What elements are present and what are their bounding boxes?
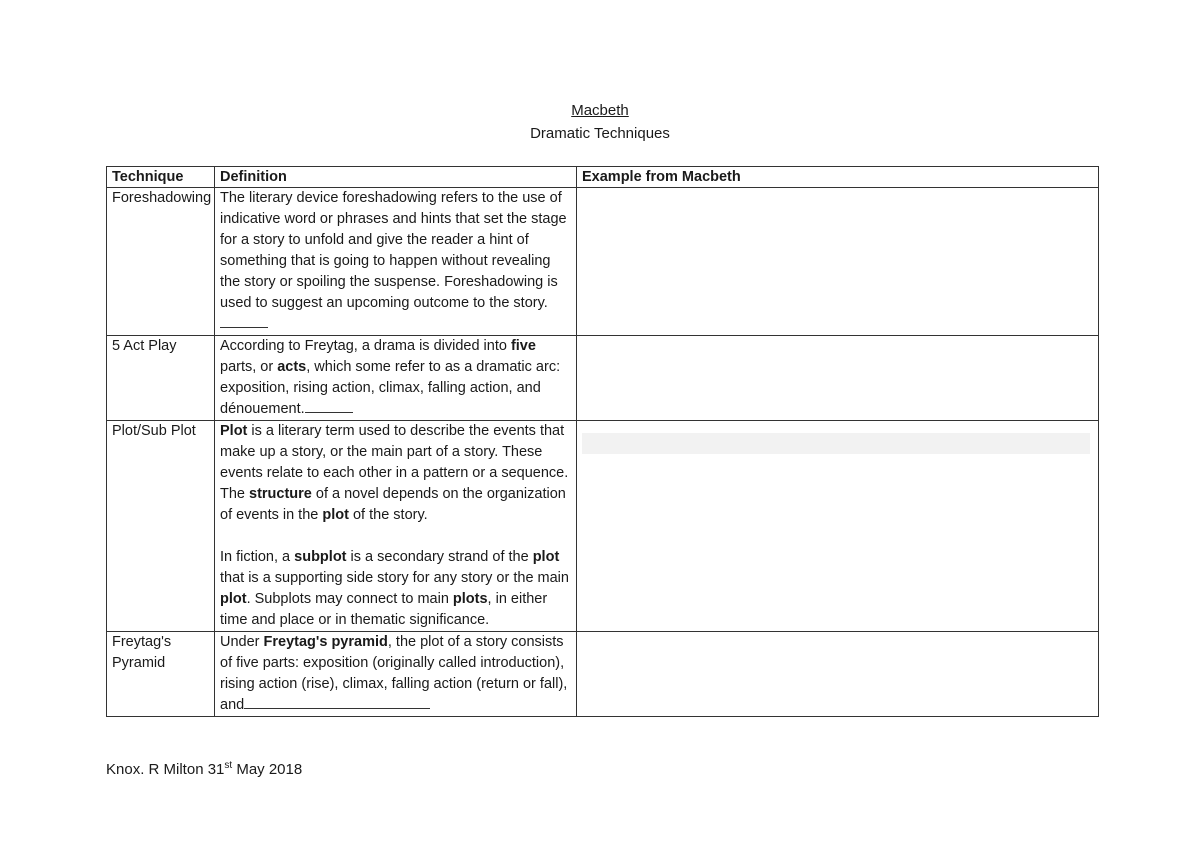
table-row bbox=[107, 188, 1099, 336]
underline-rule bbox=[305, 412, 353, 413]
footer-text-after: May 2018 bbox=[232, 761, 303, 778]
example-cell[interactable] bbox=[577, 188, 1099, 336]
definition-text: is a literary term used to describe the events that make up a story, or the main part of a story. These events relate to each other in a pattern or a sequence. The bbox=[220, 423, 569, 502]
definition-bold: acts bbox=[277, 359, 307, 375]
definition-text: of a novel depends on the organization of events in the bbox=[220, 486, 566, 523]
definition-bold: plot bbox=[322, 507, 349, 523]
footer-ordinal: st bbox=[224, 760, 233, 771]
table-header-row bbox=[107, 167, 1099, 188]
footer-text: Knox. R Milton 31 bbox=[106, 761, 225, 778]
underline-rule bbox=[220, 327, 268, 328]
technique-cell: Plot/Sub Plot bbox=[107, 421, 215, 632]
definition-cell bbox=[215, 336, 577, 421]
definition-cell bbox=[215, 632, 577, 717]
definition-bold: subplot bbox=[294, 549, 347, 565]
example-shaded-field[interactable] bbox=[582, 433, 1090, 454]
definition-text: . Subplots may connect to main bbox=[246, 591, 453, 607]
definition-paragraph-2 bbox=[220, 547, 571, 631]
definition-text: In fiction, a bbox=[220, 549, 295, 565]
definition-text: of the story. bbox=[348, 507, 428, 523]
definition-text: , in either time and place or in thematic significance. bbox=[220, 591, 548, 628]
definition-text: , which some refer to as a dramatic arc: exposition, rising action, climax, falling action, and dénouement. bbox=[220, 359, 561, 417]
definition-text: The literary device foreshadowing refers to the use of indicative word or phrases and hints that set the stage for a story to unfold and give the reader a hint of something that is going to happen without revealing the story or spoiling the suspense. Foreshadowing is used to suggest an upcoming outcome to the story. bbox=[220, 190, 567, 311]
example-cell[interactable] bbox=[577, 336, 1099, 421]
techniques-table bbox=[106, 166, 1099, 717]
technique-cell: 5 Act Play bbox=[107, 336, 215, 421]
document-footer bbox=[106, 760, 302, 778]
definition-bold: five bbox=[510, 338, 536, 354]
definition-text: parts, or bbox=[220, 359, 278, 375]
definition-bold: Freytag's pyramid bbox=[263, 634, 388, 650]
table-row bbox=[107, 632, 1099, 717]
definition-text: , the plot of a story consists of five parts: exposition (originally called introduction), rising action (rise), climax, falling action (return or fall), and bbox=[220, 634, 568, 713]
paragraph-gap bbox=[220, 526, 571, 547]
table-row bbox=[107, 421, 1099, 632]
definition-text: According to Freytag, a drama is divided into bbox=[220, 338, 511, 354]
technique-cell: Foreshadowing bbox=[107, 188, 215, 336]
technique-cell: Freytag's Pyramid bbox=[107, 632, 215, 717]
example-cell[interactable] bbox=[577, 421, 1099, 632]
example-cell[interactable] bbox=[577, 632, 1099, 717]
document-title: Macbeth bbox=[571, 102, 629, 119]
header-example: Example from Macbeth bbox=[577, 167, 1099, 188]
definition-cell bbox=[215, 421, 577, 632]
definition-bold: structure bbox=[249, 486, 312, 502]
definition-cell bbox=[215, 188, 577, 336]
document-subtitle: Dramatic Techniques bbox=[530, 125, 670, 142]
underline-rule bbox=[244, 708, 430, 709]
table-row bbox=[107, 336, 1099, 421]
header-definition: Definition bbox=[215, 167, 577, 188]
definition-bold: plots bbox=[452, 591, 488, 607]
header-technique: Technique bbox=[107, 167, 215, 188]
definition-text: is a secondary strand of the bbox=[346, 549, 533, 565]
definition-text: that is a supporting side story for any story or the main bbox=[220, 570, 569, 586]
definition-bold: plot bbox=[532, 549, 560, 565]
definition-bold: plot bbox=[220, 591, 247, 607]
definition-paragraph-1 bbox=[220, 421, 571, 526]
definition-text: Under bbox=[220, 634, 264, 650]
definition-bold: Plot bbox=[220, 423, 248, 439]
